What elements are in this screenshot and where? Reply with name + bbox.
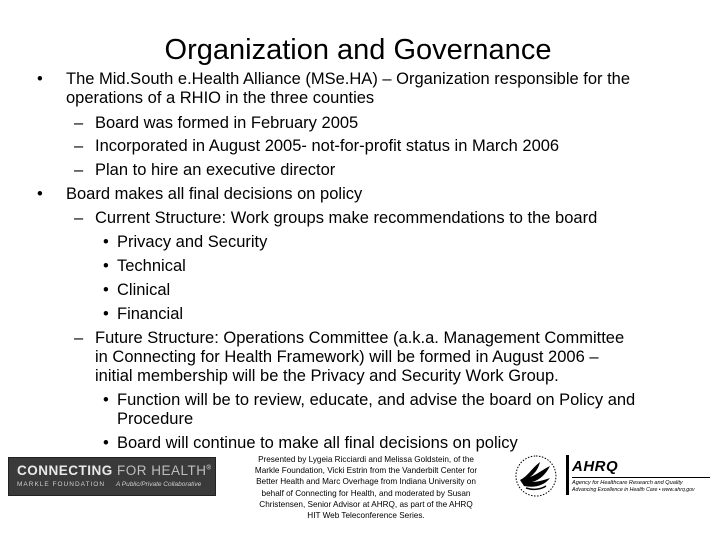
credit-line: Markle Foundation, Vicki Estrin from the Vanderbilt Center for <box>254 466 478 476</box>
bullet-marker: • <box>103 391 109 409</box>
cfh-logo-sub <box>17 481 201 488</box>
ahrq-logo <box>566 455 716 500</box>
function-line-2: Procedure <box>117 410 194 428</box>
future-structure-line-1: Future Structure: Operations Committee (a.k.a. Management Committee <box>95 329 625 347</box>
board-final-decisions: Board will continue to make all final decisions on policy <box>117 434 518 452</box>
sub-item-executive-director: Plan to hire an executive director <box>95 161 336 179</box>
ahrq-divider <box>572 477 710 478</box>
bullet-2-text: Board makes all final decisions on policy <box>66 185 363 203</box>
dash-marker: – <box>74 114 84 132</box>
sub-item-incorporated: Incorporated in August 2005- not-for-profit status in March 2006 <box>95 137 560 155</box>
function-line-1: Function will be to review, educate, and advise the board on Policy and <box>117 391 636 409</box>
dash-marker: – <box>74 137 84 155</box>
ahrq-tagline: Advancing Excellence in Health Care • www.ahrq.gov <box>572 487 695 493</box>
sub-item-board-formed: Board was formed in February 2005 <box>95 114 359 132</box>
work-group-financial: Financial <box>117 305 184 323</box>
ahrq-logo-bar <box>566 455 569 495</box>
cfh-logo-light: FOR HEALTH <box>117 463 207 478</box>
credit-line: Presented by Lygeia Ricciardi and Melissa Goldstein, of the <box>258 455 474 464</box>
page-title: Organization and Governance <box>164 34 552 66</box>
credit-line: HIT Web Teleconference Series. <box>307 511 425 521</box>
credit-line: Better Health and Marc Overhage from Indiana University on <box>256 477 476 487</box>
dash-marker: – <box>74 329 84 347</box>
bullet-marker: • <box>37 70 43 88</box>
work-group-technical: Technical <box>117 257 186 275</box>
cfh-logo-tm: ® <box>206 465 212 472</box>
bullet-marker: • <box>103 257 109 275</box>
bullet-marker: • <box>103 305 109 323</box>
dash-marker: – <box>74 161 84 179</box>
cfh-logo-wordmark <box>17 463 211 478</box>
connecting-for-health-logo <box>8 457 216 496</box>
ahrq-wordmark: AHRQ <box>572 458 619 475</box>
current-structure: Current Structure: Work groups make recommendations to the board <box>95 209 598 227</box>
presenter-credits <box>228 454 504 521</box>
cfh-logo-foundation: MARKLE FOUNDATION <box>17 481 106 488</box>
ahrq-agency-name: Agency for Healthcare Research and Quality <box>572 480 683 486</box>
bullet-1-line-1: The Mid.South e.Health Alliance (MSe.HA) – Organization responsible for the <box>66 70 631 88</box>
bullet-1-line-2: operations of a RHIO in the three counties <box>66 89 375 107</box>
work-group-clinical: Clinical <box>117 281 171 299</box>
bullet-marker: • <box>37 185 43 203</box>
credit-line: behalf of Connecting for Health, and moderated by Susan <box>261 488 471 498</box>
cfh-logo-tagline: A Public/Private Collaborative <box>115 481 202 488</box>
hhs-eagle-icon <box>510 450 562 498</box>
bullet-marker: • <box>103 233 109 251</box>
cfh-logo-bold: CONNECTING <box>17 463 113 478</box>
credit-line: Christensen, Senior Advisor at AHRQ, as part of the AHRQ <box>259 499 473 509</box>
future-structure-line-3: initial membership will be the Privacy and Security Work Group. <box>95 367 559 385</box>
future-structure-line-2: in Connecting for Health Framework) will be formed in August 2006 – <box>95 348 599 366</box>
dash-marker: – <box>74 209 84 227</box>
bullet-marker: • <box>103 281 109 299</box>
bullet-marker: • <box>103 434 109 452</box>
work-group-privacy: Privacy and Security <box>117 233 268 251</box>
